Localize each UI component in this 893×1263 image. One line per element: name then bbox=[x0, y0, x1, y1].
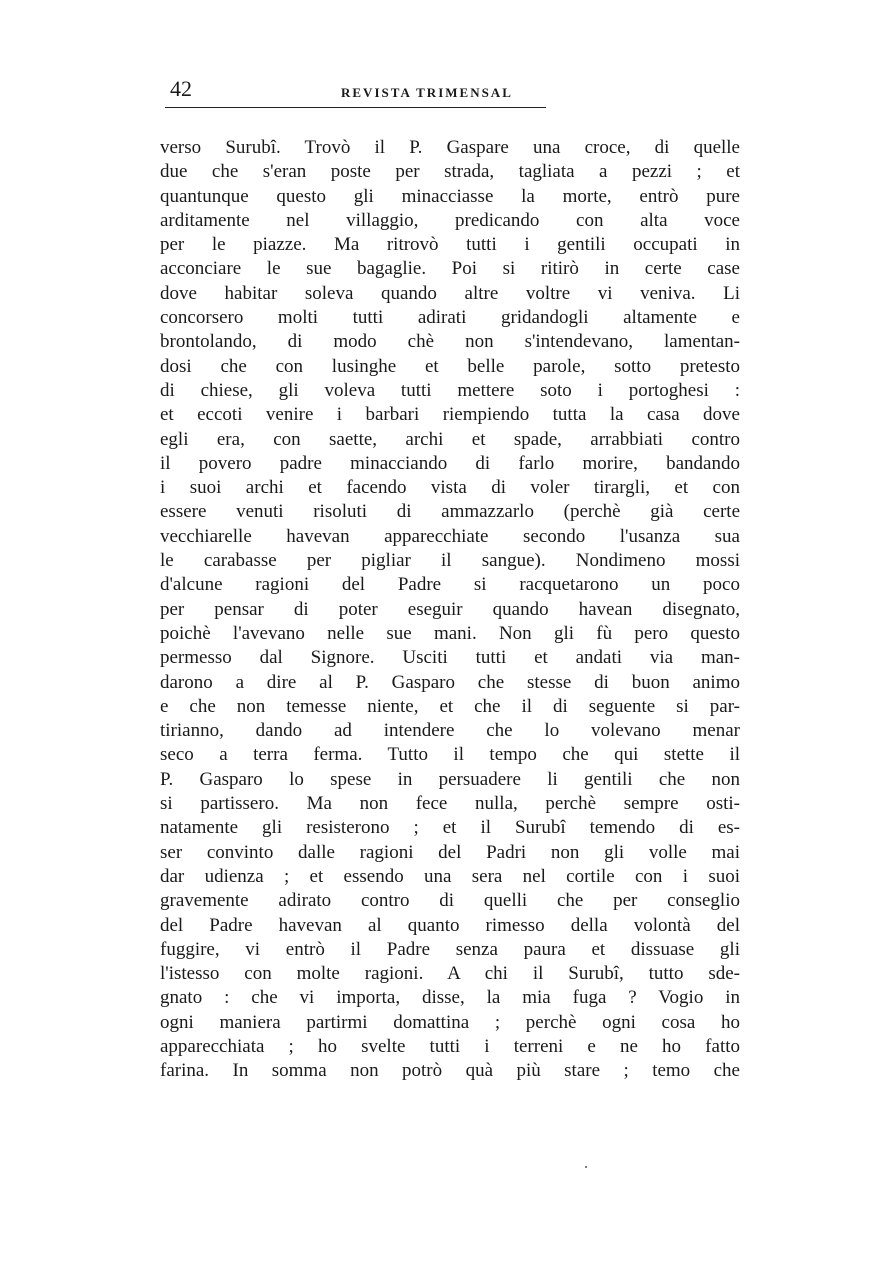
header-rule bbox=[165, 107, 546, 108]
text-line: del Padre havevan al quanto rimesso della volontà del bbox=[160, 914, 740, 936]
text-line: quantunque questo gli minacciasse la morte, entrò pure bbox=[160, 185, 740, 207]
text-line: et eccoti venire i barbari riempiendo tutta la casa dove bbox=[160, 404, 740, 426]
text-line: vecchiarelle havevan apparecchiate secondo l'usanza sua bbox=[160, 525, 740, 547]
text-line: darono a dire al P. Gasparo che stesse di buon animo bbox=[160, 671, 740, 693]
text-line: poichè l'avevano nelle sue mani. Non gli fù pero questo bbox=[160, 622, 740, 644]
running-title: REVISTA TRIMENSAL bbox=[341, 85, 513, 100]
text-line: essere venuti risoluti di ammazzarlo (perchè già certe bbox=[160, 501, 740, 523]
text-line: verso Surubî. Trovò il P. Gaspare una croce, di quelle bbox=[160, 137, 740, 158]
text-line: P. Gasparo lo spese in persuadere li gentili che non bbox=[160, 768, 740, 790]
text-line: tirianno, dando ad intendere che lo volevano menar bbox=[160, 720, 740, 742]
text-line: apparecchiata ; ho svelte tutti i terreni e ne ho fatto bbox=[160, 1035, 740, 1057]
text-line: gnato : che vi importa, disse, la mia fuga ? Vogio in bbox=[160, 987, 740, 1009]
text-line: fuggire, vi entrò il Padre senza paura et dissuase gli bbox=[160, 938, 740, 960]
text-line: il povero padre minacciando di farlo morire, bandando bbox=[160, 452, 740, 474]
text-line: l'istesso con molte ragioni. A chi il Surubî, tutto sde- bbox=[160, 963, 740, 985]
text-line: per le piazze. Ma ritrovò tutti i gentili occupati in bbox=[160, 234, 740, 256]
text-line: ser convinto dalle ragioni del Padri non gli volle mai bbox=[160, 841, 740, 863]
body-text bbox=[160, 136, 740, 1084]
text-line: egli era, con saette, archi et spade, arrabbiati contro bbox=[160, 428, 740, 450]
paper-speck bbox=[585, 1166, 587, 1168]
text-line: si partissero. Ma non fece nulla, perchè sempre osti- bbox=[160, 793, 740, 815]
text-line: brontolando, di modo chè non s'intendevano, lamentan- bbox=[160, 331, 740, 353]
text-line: e che non temesse niente, et che il di seguente si par- bbox=[160, 695, 740, 717]
text-line: permesso dal Signore. Usciti tutti et andati via man- bbox=[160, 647, 740, 669]
text-line: concorsero molti tutti adirati gridandogli altamente e bbox=[160, 307, 740, 329]
text-line: gravemente adirato contro di quelli che per conseglio bbox=[160, 890, 740, 912]
text-line: farina. In somma non potrò quà più stare ; temo che bbox=[160, 1060, 740, 1082]
text-line: di chiese, gli voleva tutti mettere soto i portoghesi : bbox=[160, 379, 740, 401]
text-line: per pensar di poter eseguir quando havean disegnato, bbox=[160, 598, 740, 620]
text-line: i suoi archi et facendo vista di voler tirargli, et con bbox=[160, 477, 740, 499]
page-header bbox=[165, 76, 737, 110]
text-line: acconciare le sue bagaglie. Poi si ritirò in certe case bbox=[160, 258, 740, 280]
text-line: arditamente nel villaggio, predicando con alta voce bbox=[160, 209, 740, 231]
text-line: dar udienza ; et essendo una sera nel cortile con i suoi bbox=[160, 865, 740, 887]
page-number: 42 bbox=[170, 76, 192, 101]
text-line: dosi che con lusinghe et belle parole, sotto pretesto bbox=[160, 355, 740, 377]
text-line: natamente gli resisterono ; et il Surubî temendo di es- bbox=[160, 817, 740, 839]
text-line: ogni maniera partirmi domattina ; perchè ogni cosa ho bbox=[160, 1011, 740, 1033]
text-line: dove habitar soleva quando altre voltre vi veniva. Li bbox=[160, 282, 740, 304]
text-line: d'alcune ragioni del Padre si racquetarono un poco bbox=[160, 574, 740, 596]
text-line: due che s'eran poste per strada, tagliata a pezzi ; et bbox=[160, 161, 740, 183]
text-line: le carabasse per pigliar il sangue). Nondimeno mossi bbox=[160, 550, 740, 572]
text-line: seco a terra ferma. Tutto il tempo che qui stette il bbox=[160, 744, 740, 766]
